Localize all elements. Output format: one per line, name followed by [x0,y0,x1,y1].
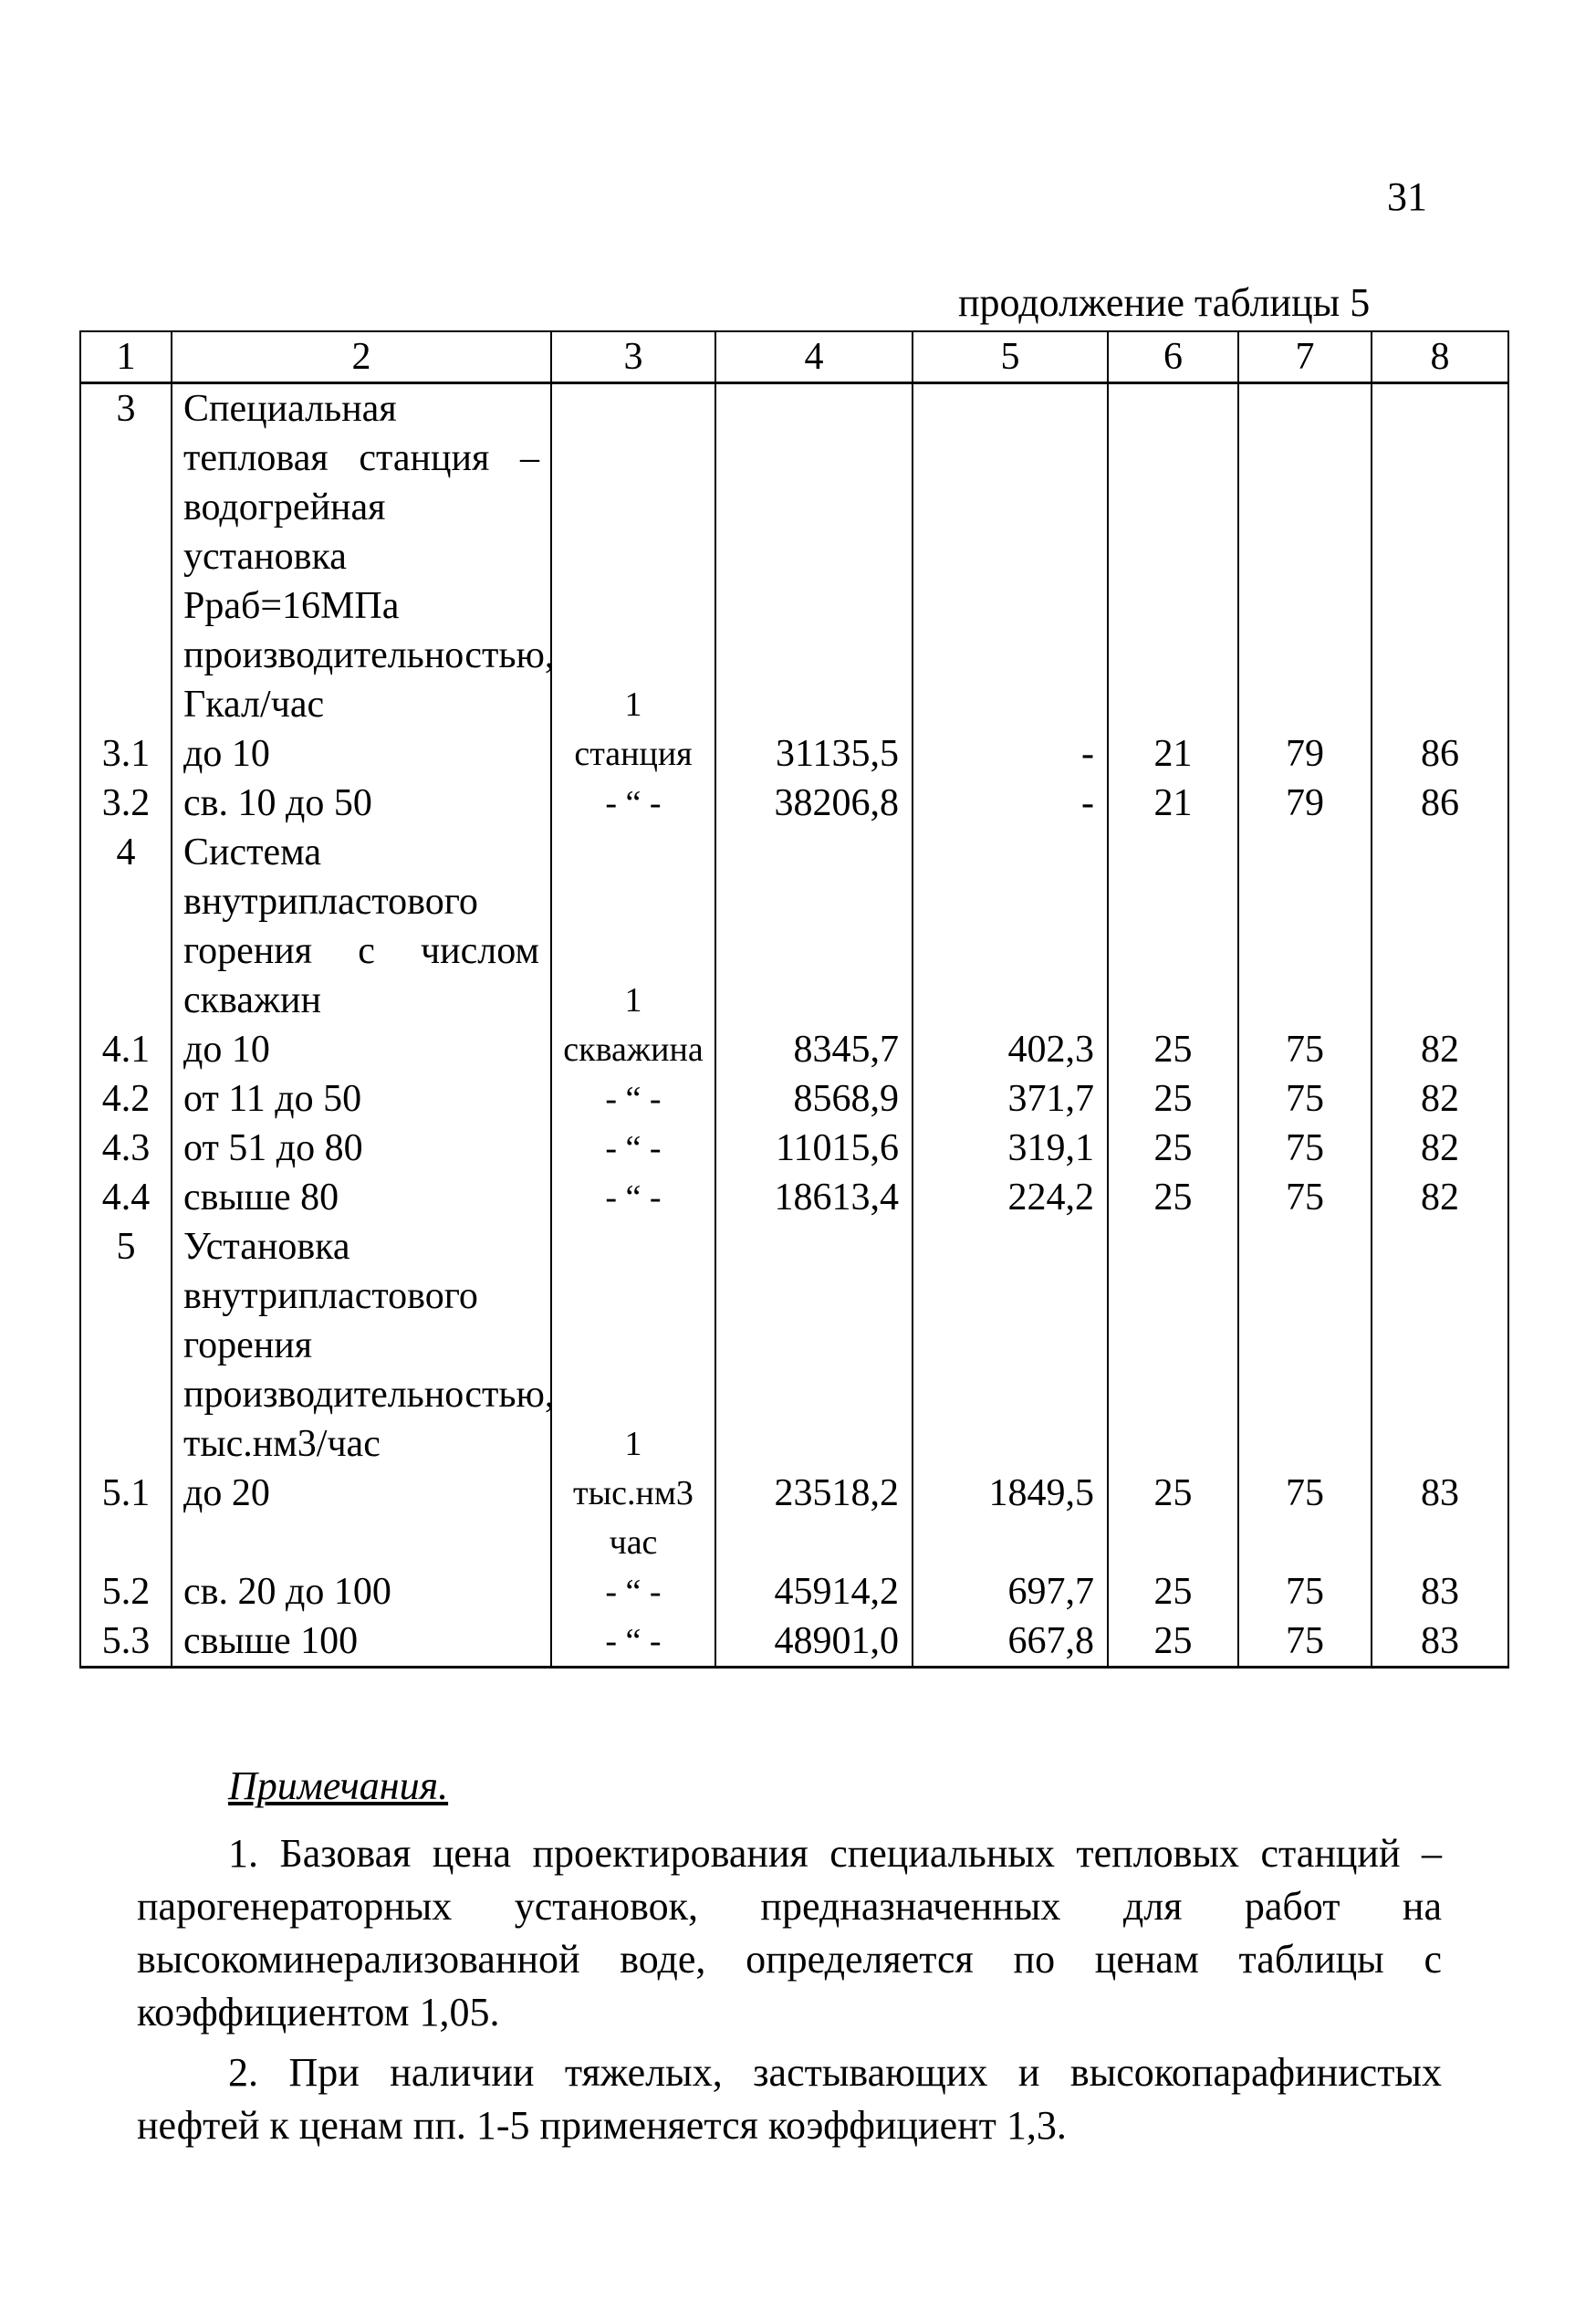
table-cell-c8: 83 [1372,1469,1508,1567]
table-cell-c2: Система внутрипластового горения с числом скважин [172,828,551,1025]
table-cell-c1: 4.4 [80,1173,172,1222]
table-cell-c8 [1372,383,1508,730]
table-cell-c1: 5 [80,1222,172,1469]
table-row [80,828,1508,1025]
table-cell-c2: св. 10 до 50 [172,779,551,828]
table-cell-c6 [1108,1222,1238,1469]
column-header: 1 [80,331,172,383]
table-cell-c6 [1108,828,1238,1025]
table-cell-c2: до 10 [172,1025,551,1074]
table-cell-c1: 3 [80,383,172,730]
table-cell-c2: свыше 80 [172,1173,551,1222]
table-row [80,1173,1508,1222]
table-cell-c6: 25 [1108,1616,1238,1668]
table-cell-c5: 402,3 [913,1025,1108,1074]
table-row [80,383,1508,730]
table-cell-c2: Установка внутрипластового горения производительностью, тыс.нм3/час [172,1222,551,1469]
table-cell-c7 [1238,383,1372,730]
table-cell-c4: 8345,7 [715,1025,913,1074]
table-cell-c6: 25 [1108,1124,1238,1173]
table-cell-c4 [715,1222,913,1469]
table-cell-c2: св. 20 до 100 [172,1567,551,1616]
price-table [79,330,1509,1669]
table-cell-c4: 38206,8 [715,779,913,828]
table-cell-c2: от 51 до 80 [172,1124,551,1173]
table-cell-c8: 82 [1372,1173,1508,1222]
table-cell-c5: - [913,779,1108,828]
table-cell-c1: 4.3 [80,1124,172,1173]
table-cell-c8 [1372,828,1508,1025]
table-cell-c5 [913,828,1108,1025]
table-row [80,779,1508,828]
table-cell-c1: 5.2 [80,1567,172,1616]
table-continuation-label: продолжение таблицы 5 [958,280,1371,325]
table-cell-c7: 75 [1238,1469,1372,1567]
table-cell-c5: - [913,729,1108,779]
table-cell-c2: свыше 100 [172,1616,551,1668]
column-header: 8 [1372,331,1508,383]
table-cell-c3: - “ - [551,1567,715,1616]
table-cell-c3: - “ - [551,1173,715,1222]
column-header: 6 [1108,331,1238,383]
table-cell-c6 [1108,383,1238,730]
table-cell-c6: 21 [1108,729,1238,779]
table-cell-c5: 667,8 [913,1616,1108,1668]
table-cell-c6: 21 [1108,779,1238,828]
table-cell-c8: 83 [1372,1616,1508,1668]
table-cell-c5: 1849,5 [913,1469,1108,1567]
table-cell-c3: - “ - [551,1074,715,1124]
table-cell-c7: 75 [1238,1616,1372,1668]
table-cell-c8: 82 [1372,1025,1508,1074]
column-header: 5 [913,331,1108,383]
table-cell-c1: 4.2 [80,1074,172,1124]
table-cell-c6: 25 [1108,1567,1238,1616]
table-row [80,1124,1508,1173]
table-cell-c5 [913,1222,1108,1469]
table-cell-c2: до 20 [172,1469,551,1567]
table-row [80,1025,1508,1074]
table-cell-c2: до 10 [172,729,551,779]
table-cell-c8: 82 [1372,1074,1508,1124]
notes-title: Примечания. [228,1763,449,1808]
table-cell-c8: 83 [1372,1567,1508,1616]
table-row [80,1074,1508,1124]
column-header: 3 [551,331,715,383]
table-cell-c1: 3.1 [80,729,172,779]
table-cell-c3: 1 [551,1222,715,1469]
table-cell-c3: тыс.нм3 час [551,1469,715,1567]
table-cell-c3: скважина [551,1025,715,1074]
table-cell-c7: 79 [1238,729,1372,779]
note-item: 1. Базовая цена проектирования специальных тепловых станций – парогенераторных установок, предназначенных для работ на высокоминерализованной воде, определяется по ценам таблицы с коэффициентом 1,05. [137,1831,1442,2035]
table-cell-c5: 224,2 [913,1173,1108,1222]
table-cell-c6: 25 [1108,1173,1238,1222]
table-cell-c4: 18613,4 [715,1173,913,1222]
table-cell-c4 [715,383,913,730]
table-cell-c5: 319,1 [913,1124,1108,1173]
table-cell-c4: 48901,0 [715,1616,913,1668]
table-cell-c1: 4.1 [80,1025,172,1074]
table-cell-c4: 8568,9 [715,1074,913,1124]
table-cell-c3: 1 [551,383,715,730]
table-cell-c1: 5.3 [80,1616,172,1668]
note-item: 2. При наличии тяжелых, застывающих и высокопарафинистых нефтей к ценам пп. 1-5 применяется коэффициент 1,3. [137,2050,1442,2148]
table-cell-c2: Специальная тепловая станция – водогрейная установка Pраб=16МПа производительностью, Гкал/час [172,383,551,730]
table-cell-c1: 3.2 [80,779,172,828]
table-header-row [80,331,1508,383]
table-cell-c1: 4 [80,828,172,1025]
table-row [80,1616,1508,1668]
page-number: 31 [1387,174,1427,219]
table-cell-c4: 11015,6 [715,1124,913,1173]
table-cell-c5 [913,383,1108,730]
table-body [80,383,1508,1668]
table-cell-c4: 31135,5 [715,729,913,779]
table-cell-c5: 371,7 [913,1074,1108,1124]
table-cell-c7: 75 [1238,1567,1372,1616]
table-row [80,729,1508,779]
table-cell-c8: 86 [1372,729,1508,779]
table-cell-c8: 82 [1372,1124,1508,1173]
table-cell-c5: 697,7 [913,1567,1108,1616]
table-row [80,1222,1508,1469]
column-header: 4 [715,331,913,383]
table-cell-c6: 25 [1108,1074,1238,1124]
table-cell-c3: 1 [551,828,715,1025]
table-cell-c7 [1238,1222,1372,1469]
table-cell-c3: - “ - [551,1616,715,1668]
table-cell-c6: 25 [1108,1025,1238,1074]
table-cell-c6: 25 [1108,1469,1238,1567]
table-cell-c7: 79 [1238,779,1372,828]
table-cell-c8 [1372,1222,1508,1469]
table-row [80,1567,1508,1616]
column-header: 7 [1238,331,1372,383]
notes-section [137,1760,1442,2160]
table-cell-c7 [1238,828,1372,1025]
table-row [80,1469,1508,1567]
table-cell-c7: 75 [1238,1025,1372,1074]
table-cell-c2: от 11 до 50 [172,1074,551,1124]
table-cell-c3: - “ - [551,779,715,828]
table-cell-c3: - “ - [551,1124,715,1173]
column-header: 2 [172,331,551,383]
table-cell-c7: 75 [1238,1124,1372,1173]
table-cell-c1: 5.1 [80,1469,172,1567]
table-cell-c4: 45914,2 [715,1567,913,1616]
table-cell-c7: 75 [1238,1173,1372,1222]
table-cell-c8: 86 [1372,779,1508,828]
table-cell-c7: 75 [1238,1074,1372,1124]
table-cell-c4: 23518,2 [715,1469,913,1567]
table-cell-c3: станция [551,729,715,779]
table-cell-c4 [715,828,913,1025]
